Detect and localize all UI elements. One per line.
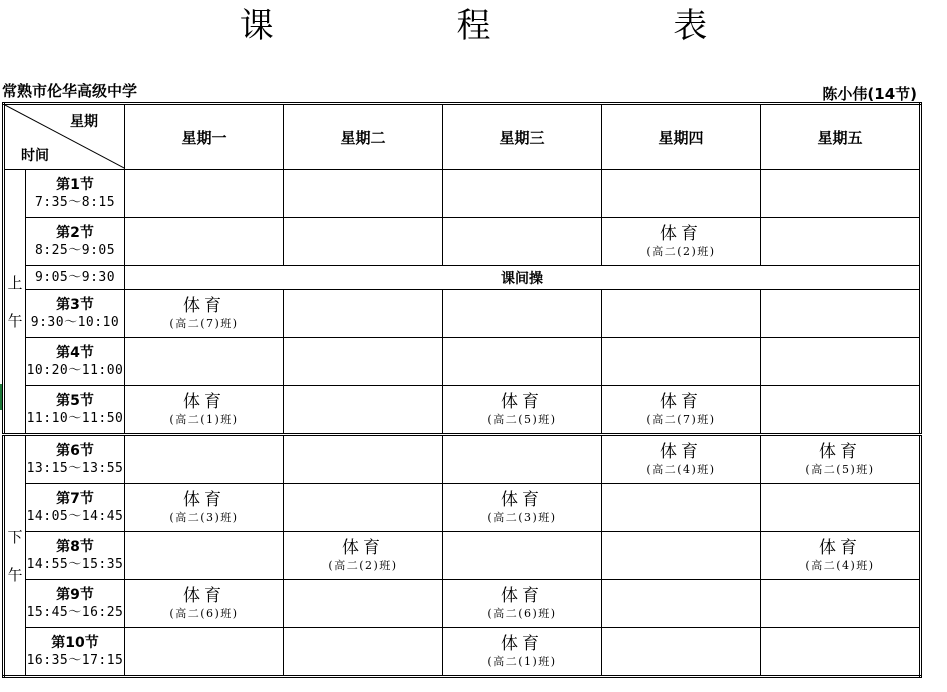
period-time: 14:05～14:45 [26, 508, 124, 524]
class-cell-fri [761, 218, 921, 266]
class-cell-wed [443, 218, 602, 266]
corner-cell [4, 104, 125, 170]
period-time: 7:35～8:15 [34, 194, 116, 210]
class-cell-fri [761, 290, 921, 338]
class-cell-wed [443, 532, 602, 580]
part-spacer [5, 295, 25, 309]
part-char: 下 [7, 527, 23, 546]
subject-name: 体育 [183, 391, 225, 412]
period-row [4, 338, 921, 386]
period-row [4, 290, 921, 338]
period-row [4, 170, 921, 218]
timetable-title: 课 程 表 [239, 6, 794, 46]
class-cell-mon [125, 290, 284, 338]
exercise-break-time [26, 266, 125, 290]
header-row [4, 104, 921, 170]
class-cell-mon [125, 580, 284, 628]
subject-name: 体育 [660, 223, 702, 244]
subject-name: 体育 [660, 391, 702, 412]
class-cell-tue [284, 338, 443, 386]
class-cell-fri [761, 484, 921, 532]
exercise-break-time-text: 9:05～9:30 [34, 269, 116, 285]
period-time: 15:45～16:25 [26, 604, 124, 620]
part-spacer [5, 549, 25, 563]
period-number: 第2节 [56, 224, 94, 241]
class-group: (高二(4)班) [805, 558, 875, 572]
class-cell-tue [284, 290, 443, 338]
class-group: (高二(6)班) [169, 606, 239, 620]
class-cell-wed [443, 170, 602, 218]
period-row [4, 484, 921, 532]
class-cell-tue [284, 170, 443, 218]
subject-name: 体育 [819, 537, 861, 558]
class-cell-tue [284, 218, 443, 266]
class-cell-tue [284, 386, 443, 435]
day-header-tue: 星期二 [284, 104, 443, 170]
afternoon-label [4, 435, 26, 677]
class-cell-mon [125, 386, 284, 435]
subject-name: 体育 [183, 585, 225, 606]
period-label [26, 338, 125, 386]
class-cell-thu [602, 170, 761, 218]
class-cell-wed [443, 628, 602, 677]
subject-name: 体育 [501, 489, 543, 510]
class-cell-thu [602, 290, 761, 338]
corner-day-label: 星期 [70, 114, 98, 130]
class-cell-mon [125, 338, 284, 386]
class-cell-fri [761, 338, 921, 386]
period-label [26, 580, 125, 628]
period-number: 第6节 [56, 442, 94, 459]
day-header-mon: 星期一 [125, 104, 284, 170]
class-cell-fri [761, 386, 921, 435]
class-group: (高二(6)班) [487, 606, 557, 620]
period-number: 第9节 [56, 586, 94, 603]
teacher-name: 陈小伟(14节) [822, 85, 917, 103]
period-row [4, 218, 921, 266]
class-cell-tue [284, 484, 443, 532]
period-label [26, 532, 125, 580]
period-number: 第4节 [56, 344, 94, 361]
class-cell-thu [602, 218, 761, 266]
class-group: (高二(5)班) [805, 462, 875, 476]
class-cell-mon [125, 170, 284, 218]
day-header-thu: 星期四 [602, 104, 761, 170]
period-label [26, 484, 125, 532]
period-number: 第8节 [56, 538, 94, 555]
subject-name: 体育 [660, 441, 702, 462]
period-time: 11:10～11:50 [26, 410, 124, 426]
period-time: 10:20～11:00 [26, 362, 124, 378]
period-label [26, 386, 125, 435]
class-cell-mon [125, 218, 284, 266]
part-char: 午 [7, 311, 23, 330]
period-number: 第5节 [56, 392, 94, 409]
class-cell-wed [443, 435, 602, 484]
subject-name: 体育 [501, 391, 543, 412]
exercise-break-label: 课间操 [125, 266, 921, 290]
class-cell-fri [761, 435, 921, 484]
period-time: 9:30～10:10 [30, 314, 120, 330]
class-group: (高二(7)班) [646, 412, 716, 426]
class-cell-thu [602, 580, 761, 628]
class-cell-mon [125, 532, 284, 580]
exercise-break-row [4, 266, 921, 290]
class-cell-thu [602, 386, 761, 435]
class-cell-thu [602, 532, 761, 580]
period-number: 第1节 [56, 176, 94, 193]
class-cell-thu [602, 435, 761, 484]
class-cell-wed [443, 484, 602, 532]
period-label [26, 290, 125, 338]
class-cell-wed [443, 290, 602, 338]
subject-name: 体育 [501, 585, 543, 606]
class-cell-thu [602, 628, 761, 677]
class-group: (高二(3)班) [169, 510, 239, 524]
period-number: 第7节 [56, 490, 94, 507]
class-cell-wed [443, 338, 602, 386]
class-cell-tue [284, 580, 443, 628]
period-row [4, 386, 921, 435]
day-header-fri: 星期五 [761, 104, 921, 170]
class-cell-wed [443, 386, 602, 435]
school-name: 常熟市伦华高级中学 [2, 82, 138, 100]
class-cell-tue [284, 628, 443, 677]
corner-time-label: 时间 [21, 148, 49, 164]
subject-name: 体育 [183, 489, 225, 510]
class-cell-mon [125, 628, 284, 677]
class-cell-fri [761, 628, 921, 677]
class-group: (高二(3)班) [487, 510, 557, 524]
day-header-wed: 星期三 [443, 104, 602, 170]
part-char: 午 [7, 565, 23, 584]
part-char: 上 [7, 273, 23, 292]
period-label [26, 170, 125, 218]
period-number: 第3节 [56, 296, 94, 313]
period-label [26, 628, 125, 677]
class-group: (高二(5)班) [487, 412, 557, 426]
class-group: (高二(1)班) [487, 654, 557, 668]
class-group: (高二(1)班) [169, 412, 239, 426]
period-time: 16:35～17:15 [26, 652, 124, 668]
class-cell-tue [284, 435, 443, 484]
class-cell-fri [761, 532, 921, 580]
class-cell-fri [761, 170, 921, 218]
period-label [26, 435, 125, 484]
class-group: (高二(4)班) [646, 462, 716, 476]
period-row [4, 435, 921, 484]
class-cell-tue [284, 532, 443, 580]
period-row [4, 628, 921, 677]
class-group: (高二(7)班) [169, 316, 239, 330]
class-group: (高二(2)班) [646, 244, 716, 258]
period-row [4, 532, 921, 580]
subject-name: 体育 [501, 633, 543, 654]
class-cell-mon [125, 435, 284, 484]
class-cell-mon [125, 484, 284, 532]
timetable [2, 102, 922, 678]
morning-label [4, 170, 26, 435]
period-time: 8:25～9:05 [34, 242, 116, 258]
class-group: (高二(2)班) [328, 558, 398, 572]
class-cell-fri [761, 580, 921, 628]
period-number: 第10节 [51, 634, 99, 651]
period-label [26, 218, 125, 266]
subject-name: 体育 [183, 295, 225, 316]
class-cell-thu [602, 484, 761, 532]
period-time: 14:55～15:35 [26, 556, 124, 572]
period-time: 13:15～13:55 [26, 460, 124, 476]
subject-name: 体育 [342, 537, 384, 558]
period-row [4, 580, 921, 628]
class-cell-thu [602, 338, 761, 386]
class-cell-wed [443, 580, 602, 628]
subject-name: 体育 [819, 441, 861, 462]
